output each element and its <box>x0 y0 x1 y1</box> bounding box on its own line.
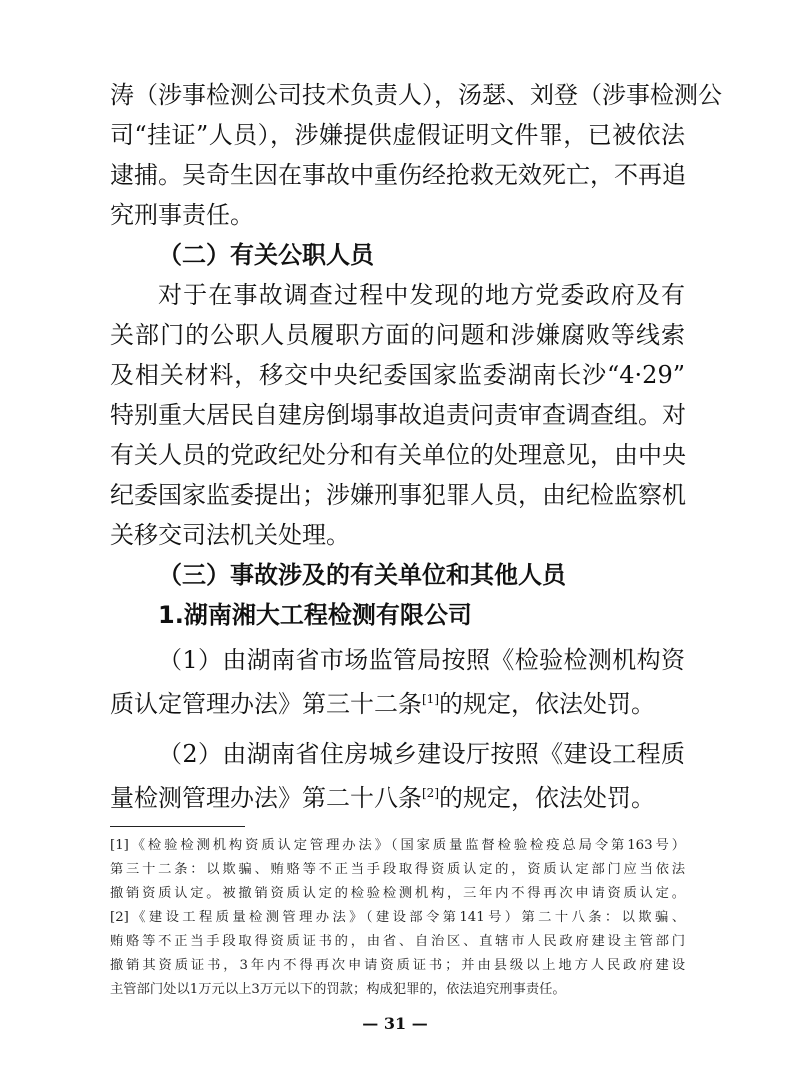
paragraph-line: 特别重大居民自建房倒塌事故追责问责审查调查组。对 <box>110 401 686 429</box>
footnote-divider <box>110 826 245 827</box>
footnote-1-line: 撤销资质认定。被撤销资质认定的检验检测机构，三年内不得再次申请资质认定。 <box>110 886 685 901</box>
item-1-text: 质认定管理办法》第三十二条 <box>110 690 422 718</box>
footnote-ref-1[interactable]: [1] <box>422 692 439 706</box>
item-2-text: 量检测管理办法》第二十八条 <box>110 784 422 812</box>
paragraph-line: 涛（涉事检测公司技术负责人），汤瑟、刘登（涉事检测公 <box>110 81 722 109</box>
subsection-heading: 1.湖南湘大工程检测有限公司 <box>158 601 472 629</box>
paragraph-line: 关部门的公职人员履职方面的问题和涉嫌腐败等线索 <box>110 321 685 349</box>
paragraph-line: 纪委国家监委提出；涉嫌刑事犯罪人员，由纪检监察机 <box>110 481 686 509</box>
footnote-ref-2[interactable]: [2] <box>422 786 439 800</box>
item-1-line <box>110 682 685 726</box>
item-2-tail: 的规定，依法处罚。 <box>439 784 655 812</box>
item-2-line: （2）由湖南省住房城乡建设厅按照《建设工程质 <box>158 740 685 768</box>
footnote-1-line: 第三十二条：以欺骗、贿赂等不正当手段取得资质认定的，资质认定部门应当依法 <box>110 862 685 877</box>
footnotes <box>110 834 685 1002</box>
footnote-2-line: 主管部门处以1万元以上3万元以下的罚款；构成犯罪的，依法追究刑事责任。 <box>110 982 566 997</box>
page-number: — 31 — <box>362 1014 428 1033</box>
item-1-tail: 的规定，依法处罚。 <box>439 690 655 718</box>
footnote-1-line: [1]《检验检测机构资质认定管理办法》（国家质量监督检验检疫总局令第163号） <box>110 838 685 853</box>
paragraph-line: 有关人员的党政纪处分和有关单位的处理意见，由中央 <box>110 441 686 469</box>
paragraph-line: 及相关材料，移交中央纪委国家监委湖南长沙“4·29” <box>110 361 685 389</box>
item-1-line: （1）由湖南省市场监管局按照《检验检测机构资 <box>158 646 685 674</box>
section-heading-3: （三）事故涉及的有关单位和其他人员 <box>158 561 566 589</box>
item-2-line <box>110 776 685 820</box>
paragraph-line: 关移交司法机关处理。 <box>110 521 350 549</box>
footnote-2-line: 贿赂等不正当手段取得资质证书的，由省、自治区、直辖市人民政府建设主管部门 <box>110 934 685 949</box>
paragraph-line: 司“挂证”人员），涉嫌提供虚假证明文件罪，已被依法 <box>110 121 685 149</box>
paragraph-line: 对于在事故调查过程中发现的地方党委政府及有 <box>158 281 685 309</box>
items-block <box>110 638 685 820</box>
section-heading-2: （二）有关公职人员 <box>158 241 374 269</box>
footnote-2-line: 撤销其资质证书，3年内不得再次申请资质证书；并由县级以上地方人民政府建设 <box>110 958 685 973</box>
footnote-2-line: [2]《建设工程质量检测管理办法》（建设部令第141号）第二十八条：以欺骗、 <box>110 910 685 925</box>
paragraph-line: 逮捕。吴奇生因在事故中重伤经抢救无效死亡，不再追 <box>110 161 686 189</box>
paragraph-line: 究刑事责任。 <box>110 201 254 229</box>
body-text <box>110 75 722 635</box>
